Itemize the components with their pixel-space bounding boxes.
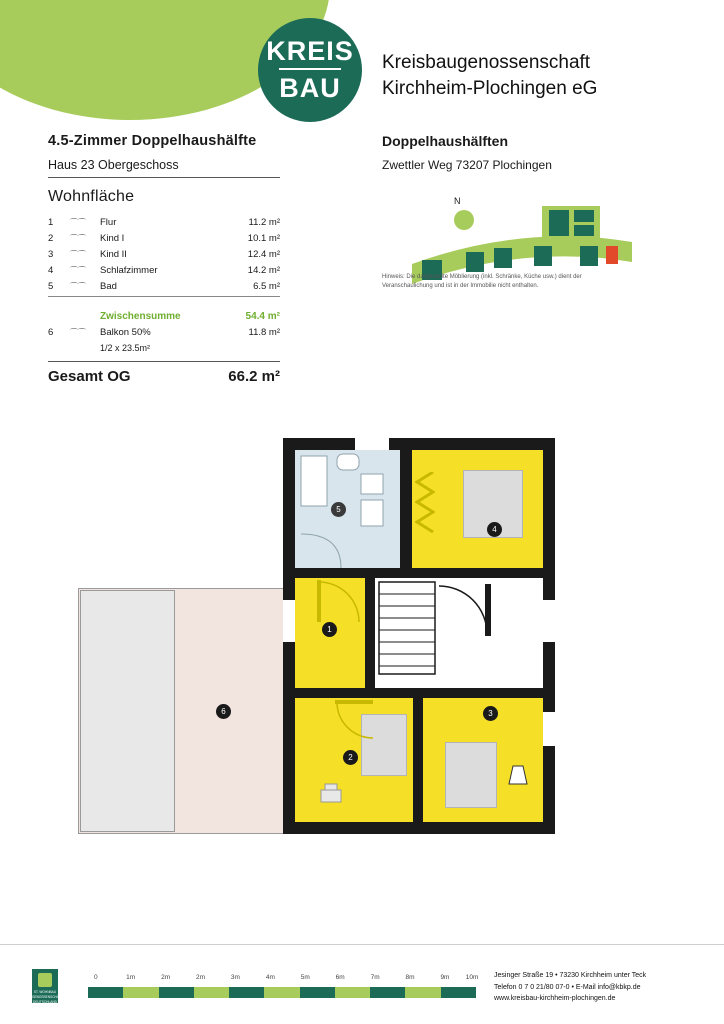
table-row [48,246,280,262]
room-marker-6: 6 [216,704,231,719]
table-row [48,262,280,278]
scale-segment [194,987,229,998]
apartment-subtitle: Haus 23 Obergeschoss [48,158,179,172]
scale-segment [159,987,194,998]
project-address: Zwettler Weg 73207 Plochingen [382,158,552,172]
building-outline [283,438,555,834]
scale-segment [264,987,299,998]
table-row [48,230,280,246]
room-number: 4 [48,264,54,276]
scale-tick: 0 [93,974,98,981]
scale-tick: 8m [405,974,415,981]
project-panel [382,133,672,291]
kind2-bed-furniture [445,742,497,808]
scale-tick: 2m [161,974,171,981]
furniture-disclaimer [382,273,632,291]
scale-ticks [88,974,479,984]
apartment-title: 4.5-Zimmer Doppelhaushälfte [48,133,257,149]
window-right-2 [543,712,555,746]
room-icon: ⌒⌒ [70,265,86,275]
scale-segment [88,987,123,998]
room-icon: ⌒⌒ [70,249,86,259]
company-name-line-1: Kreisbaugenossenschaft [382,52,591,73]
room-icon: ⌒⌒ [70,217,86,227]
room-marker-2: 2 [343,750,358,765]
window-left-1 [283,600,295,642]
room-number: 3 [48,248,54,260]
wall-vertical-2 [365,578,375,688]
room-number: 1 [48,216,54,228]
room-name: Bad [100,280,117,292]
balcony-number: 6 [48,327,54,338]
window-right-1 [543,600,555,642]
balcony-name: Balkon 50% [100,327,151,338]
building-interior [295,450,543,822]
table-row [48,325,280,341]
desk-chair-icon [319,782,343,806]
logo-line-1: KREIS [266,36,354,66]
company-name-line-2: Kirchheim-Plochingen eG [382,77,598,99]
project-title: Doppelhaushälften [382,133,509,149]
subtotal-table [48,305,280,356]
scale-segment [123,987,158,998]
lamp-icon [507,762,529,788]
room-name: Kind I [100,232,125,244]
balcony-inner-shape [80,590,175,832]
scale-tick: 2m [196,974,206,981]
logo-line-2: BAU [279,73,341,103]
scale-bar [88,974,479,998]
scale-tick: 10m [465,974,479,981]
table-row [48,278,280,294]
subtotal-value: 54.4 m² [245,311,280,322]
room-name: Kind II [100,248,127,260]
room-area: 12.4 m² [247,248,280,260]
wall-vertical-1 [400,450,412,568]
contact-info [494,970,646,1005]
room-name: Flur [100,216,117,228]
scale-tick: 7m [370,974,380,981]
scale-segment [229,987,264,998]
page-footer [0,944,724,1024]
total-value: 66.2 m² [228,367,280,385]
subtotal-row [48,305,280,325]
balcony-icon: ⌒⌒ [70,328,86,337]
bad-fixtures [295,450,400,568]
wardrobe-icon [415,472,435,542]
kreisbau-logo [258,18,362,122]
staircase-icon [375,578,543,688]
room-area: 6.5 m² [253,280,280,292]
room-icon: ⌒⌒ [70,233,86,243]
contact-line-3[interactable]: www.kreisbau-kirchheim-plochingen.de [494,995,616,1003]
scale-tick: 6m [335,974,345,981]
room-marker-3: 3 [483,706,498,721]
info-section [0,125,724,400]
furniture-disclaimer-line-2: Veranschaulichung und ist in der Immobilie nicht enthalten. [382,283,539,289]
footer-divider [0,944,724,945]
badge-text: ST. WOHNBAU GENOSSENSCHAFT DEUTSCHLAND [32,990,63,1005]
scale-tick: 3m [230,974,240,981]
scale-tick: 4m [265,974,275,981]
door-swing-icon [317,580,361,624]
room-number: 2 [48,232,54,244]
floor-plan [0,400,724,870]
door-swing-icon [335,700,395,740]
window-top-1 [355,438,389,450]
scale-segments [88,987,476,998]
scale-tick: 1m [126,974,136,981]
contact-line-1: Jesinger Straße 19 • 73230 Kirchheim unter Teck [494,972,647,979]
total-divider [48,361,280,362]
scale-segment [370,987,405,998]
association-badge [32,969,63,1005]
subtotal-divider [48,296,280,297]
table-row [48,214,280,230]
wall-vertical-3 [413,698,423,822]
room-area: 14.2 m² [247,264,280,276]
total-label: Gesamt OG [48,367,131,385]
furniture-disclaimer-line-1: Hinweis: Die dargestellte Möblierung (inkl. Schränke, Küche usw.) dient der [382,274,582,280]
balcony-note: 1/2 x 23.5m² [100,343,151,353]
room-marker-4: 4 [487,522,502,537]
scale-tick: 9m [440,974,450,981]
balcony-area: 11.8 m² [248,327,280,338]
room-icon: ⌒⌒ [70,281,86,291]
room-area: 10.1 m² [247,232,280,244]
title-divider [48,177,280,178]
scale-segment [335,987,370,998]
contact-line-2: Telefon 0 7 0 21/80 07-0 • E-Mail info@kbkp.de [494,983,641,991]
subtotal-label: Zwischensumme [100,311,181,322]
balcony-note-row [48,341,280,356]
wall-horizontal-1 [295,568,543,578]
area-summary-panel [48,133,288,385]
scale-segment [441,987,476,998]
north-label: N [454,196,461,206]
scale-segment [300,987,335,998]
scale-tick: 5m [300,974,310,981]
room-name: Schlafzimmer [100,264,158,276]
company-name [382,50,597,101]
room-area-table [48,214,280,294]
page-header [0,0,724,125]
badge-emblem-icon [38,973,52,987]
room-marker-1: 1 [322,622,337,637]
logo-divider [279,68,341,70]
total-row [48,368,280,385]
room-marker-5: 5 [331,502,346,517]
room-number: 5 [48,280,54,292]
wall-horizontal-2 [295,688,543,698]
scale-segment [405,987,440,998]
room-area: 11.2 m² [248,216,280,228]
living-area-heading: Wohnfläche [48,188,135,205]
